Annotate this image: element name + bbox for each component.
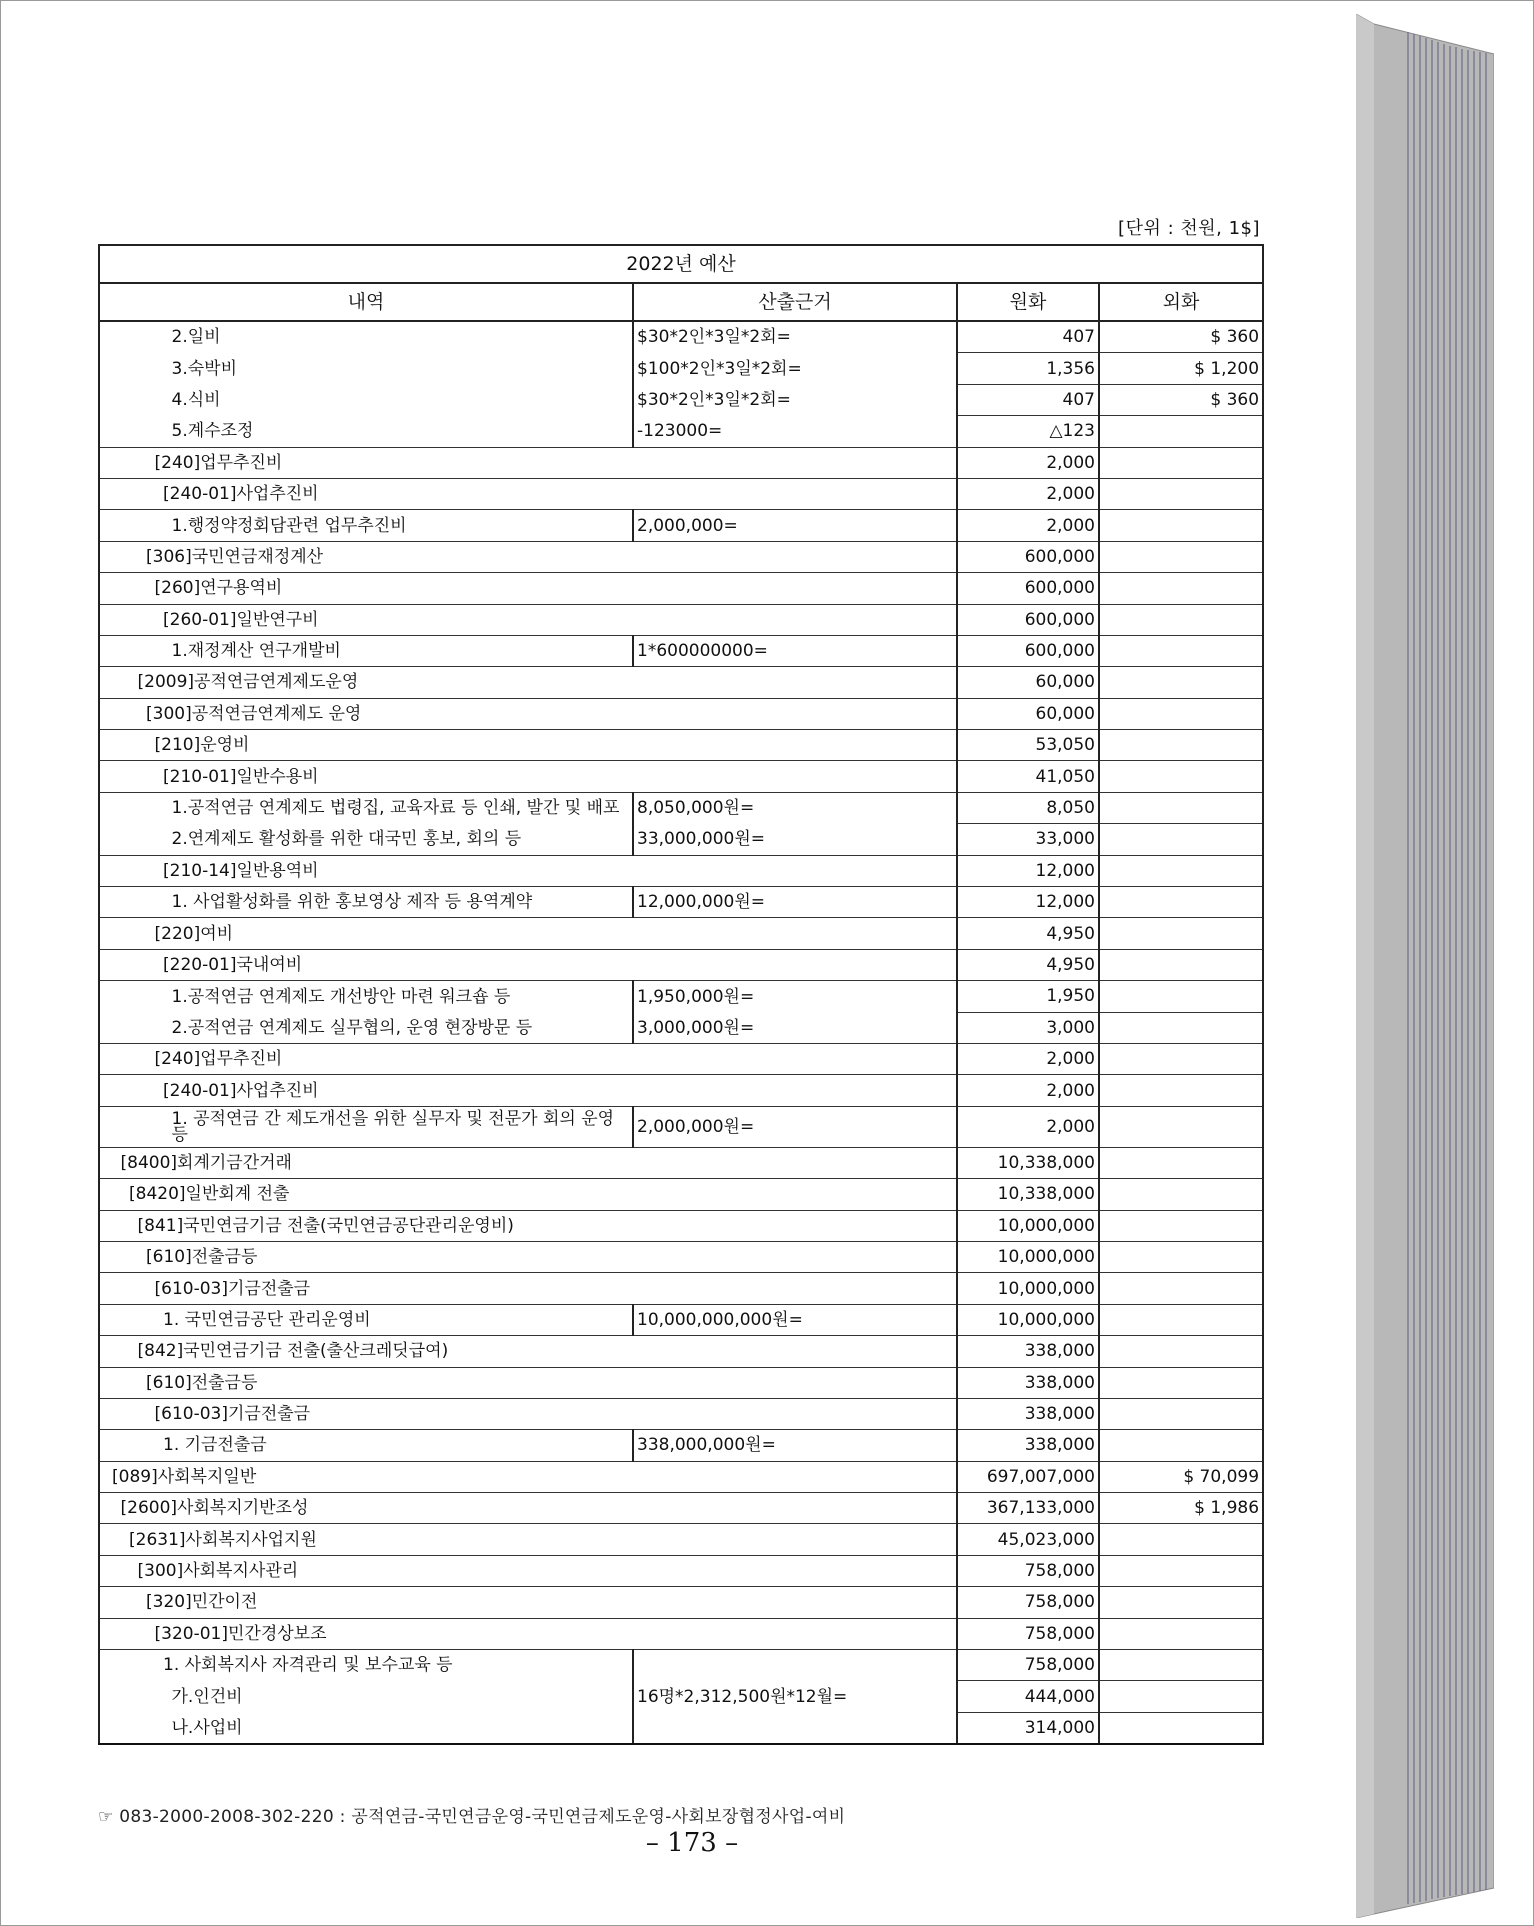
cell-fx: [1099, 1681, 1263, 1712]
cell-amount: 4,950: [957, 949, 1099, 980]
cell-amount: 12,000: [957, 855, 1099, 886]
table-row: [99, 1493, 1263, 1524]
cell-desc: 1. 국민연금공단 관리운영비: [99, 1304, 633, 1335]
table-row: [99, 1650, 1263, 1681]
cell-desc: [2600]사회복지기반조성: [99, 1493, 957, 1524]
header-amount: 원화: [957, 283, 1099, 321]
cell-amount: 3,000: [957, 1012, 1099, 1043]
table-title: 2022년 예산: [99, 245, 1263, 283]
table-row: [99, 667, 1263, 698]
table-row: [99, 824, 1263, 855]
cell-amount: 8,050: [957, 792, 1099, 823]
table-row: [99, 1618, 1263, 1649]
table-row: [99, 1555, 1263, 1586]
cell-desc: [240-01]사업추진비: [99, 478, 957, 509]
cell-desc: [260]연구용역비: [99, 573, 957, 604]
cell-fx: $ 360: [1099, 384, 1263, 415]
cell-basis: $100*2인*3일*2회=: [633, 353, 957, 384]
cell-fx: [1099, 1210, 1263, 1241]
cell-fx: [1099, 1241, 1263, 1272]
cell-desc: 1.재정계산 연구개발비: [99, 635, 633, 666]
cell-fx: $ 1,200: [1099, 353, 1263, 384]
table-row: [99, 761, 1263, 792]
cell-amount: 2,000: [957, 478, 1099, 509]
table-row: [99, 1043, 1263, 1074]
cell-amount: 2,000: [957, 1043, 1099, 1074]
cell-desc: 나.사업비: [99, 1712, 633, 1744]
footnote: ☞ 083-2000-2008-302-220 : 공적연금-국민연금운영-국민연금제도운영-사회보장협정사업-여비: [98, 1807, 846, 1827]
cell-amount: 2,000: [957, 1106, 1099, 1147]
cell-amount: 45,023,000: [957, 1524, 1099, 1555]
cell-fx: [1099, 604, 1263, 635]
cell-basis: 10,000,000,000원=: [633, 1304, 957, 1335]
cell-basis: 33,000,000원=: [633, 824, 957, 855]
cell-amount: 758,000: [957, 1555, 1099, 1586]
cell-fx: [1099, 855, 1263, 886]
cell-fx: [1099, 667, 1263, 698]
cell-amount: 41,050: [957, 761, 1099, 792]
cell-fx: [1099, 541, 1263, 572]
table-row: [99, 1681, 1263, 1712]
cell-fx: [1099, 824, 1263, 855]
cell-desc: [8420]일반회계 전출: [99, 1179, 957, 1210]
header-fx: 외화: [1099, 283, 1263, 321]
cell-fx: $ 70,099: [1099, 1461, 1263, 1492]
table-body: [99, 321, 1263, 1744]
cell-amount: 338,000: [957, 1336, 1099, 1367]
cell-amount: 758,000: [957, 1650, 1099, 1681]
cell-basis: [633, 1712, 957, 1744]
cell-desc: [300]사회복지사관리: [99, 1555, 957, 1586]
cell-desc: 1. 기금전출금: [99, 1430, 633, 1461]
cell-fx: [1099, 1075, 1263, 1106]
cell-desc: [089]사회복지일반: [99, 1461, 957, 1492]
cell-desc: [320-01]민간경상보조: [99, 1618, 957, 1649]
cell-fx: [1099, 510, 1263, 541]
table-row: [99, 416, 1263, 447]
table-row: [99, 1012, 1263, 1043]
cell-amount: 407: [957, 384, 1099, 415]
cell-basis: 12,000,000원=: [633, 887, 957, 918]
cell-desc: [300]공적연금연계제도 운영: [99, 698, 957, 729]
cell-basis: -123000=: [633, 416, 957, 447]
cell-desc: 2.연계제도 활성화를 위한 대국민 홍보, 회의 등: [99, 824, 633, 855]
table-row: [99, 730, 1263, 761]
cell-amount: 4,950: [957, 918, 1099, 949]
cell-desc: 5.계수조정: [99, 416, 633, 447]
table-row: [99, 698, 1263, 729]
cell-fx: [1099, 1273, 1263, 1304]
cell-fx: $ 360: [1099, 321, 1263, 353]
cell-amount: 338,000: [957, 1430, 1099, 1461]
table-row: [99, 981, 1263, 1012]
cell-basis: 1,950,000원=: [633, 981, 957, 1012]
table-row: [99, 1336, 1263, 1367]
cell-basis: 2,000,000원=: [633, 1106, 957, 1147]
cell-amount: 10,000,000: [957, 1210, 1099, 1241]
cell-amount: 60,000: [957, 698, 1099, 729]
cell-basis: 16명*2,312,500원*12월=: [633, 1681, 957, 1712]
cell-amount: 758,000: [957, 1587, 1099, 1618]
cell-amount: 2,000: [957, 447, 1099, 478]
cell-amount: 60,000: [957, 667, 1099, 698]
cell-fx: [1099, 1618, 1263, 1649]
cell-fx: [1099, 1587, 1263, 1618]
table-row: [99, 1147, 1263, 1178]
cell-desc: 3.숙박비: [99, 353, 633, 384]
cell-basis: $30*2인*3일*2회=: [633, 321, 957, 353]
table-row: [99, 510, 1263, 541]
cell-amount: 314,000: [957, 1712, 1099, 1744]
cell-fx: [1099, 887, 1263, 918]
cell-amount: 33,000: [957, 824, 1099, 855]
table-row: [99, 478, 1263, 509]
cell-desc: [240-01]사업추진비: [99, 1075, 957, 1106]
cell-desc: [240]업무추진비: [99, 1043, 957, 1074]
cell-fx: [1099, 1398, 1263, 1429]
table-row: [99, 1524, 1263, 1555]
header-basis: 산출근거: [633, 283, 957, 321]
cell-fx: [1099, 478, 1263, 509]
table-row: [99, 573, 1263, 604]
cell-desc: 1.공적연금 연계제도 개선방안 마련 워크숍 등: [99, 981, 633, 1012]
cell-desc: 4.식비: [99, 384, 633, 415]
cell-fx: [1099, 949, 1263, 980]
table-row: [99, 1179, 1263, 1210]
book-page-edges: [1356, 14, 1494, 1918]
cell-desc: [220-01]국내여비: [99, 949, 957, 980]
cell-desc: [842]국민연금기금 전출(출산크레딧급여): [99, 1336, 957, 1367]
table-row: [99, 1461, 1263, 1492]
table-row: [99, 855, 1263, 886]
cell-fx: $ 1,986: [1099, 1493, 1263, 1524]
cell-basis: 1*600000000=: [633, 635, 957, 666]
cell-fx: [1099, 1712, 1263, 1744]
cell-amount: 10,338,000: [957, 1179, 1099, 1210]
table-row: [99, 792, 1263, 823]
cell-amount: 10,000,000: [957, 1304, 1099, 1335]
cell-amount: 2,000: [957, 1075, 1099, 1106]
cell-desc: [841]국민연금기금 전출(국민연금공단관리운영비): [99, 1210, 957, 1241]
table-row: [99, 635, 1263, 666]
cell-desc: 가.인건비: [99, 1681, 633, 1712]
cell-fx: [1099, 792, 1263, 823]
cell-amount: 407: [957, 321, 1099, 353]
table-row: [99, 1304, 1263, 1335]
cell-desc: 1. 사업활성화를 위한 홍보영상 제작 등 용역계약: [99, 887, 633, 918]
document-page: [2, 2, 1356, 1922]
cell-fx: [1099, 573, 1263, 604]
table-row: [99, 918, 1263, 949]
cell-amount: 338,000: [957, 1367, 1099, 1398]
cell-basis: 8,050,000원=: [633, 792, 957, 823]
cell-desc: 2.일비: [99, 321, 633, 353]
cell-fx: [1099, 1179, 1263, 1210]
cell-fx: [1099, 416, 1263, 447]
table-row: [99, 321, 1263, 353]
cell-fx: [1099, 1336, 1263, 1367]
cell-fx: [1099, 981, 1263, 1012]
cell-amount: 10,000,000: [957, 1241, 1099, 1272]
unit-label: [단위 : 천원, 1$]: [1118, 218, 1260, 239]
cell-amount: 758,000: [957, 1618, 1099, 1649]
cell-desc: 1.행정약정회담관련 업무추진비: [99, 510, 633, 541]
cell-desc: [306]국민연금재정계산: [99, 541, 957, 572]
cell-desc: [2631]사회복지사업지원: [99, 1524, 957, 1555]
cell-desc: [240]업무추진비: [99, 447, 957, 478]
cell-amount: 444,000: [957, 1681, 1099, 1712]
cell-fx: [1099, 1650, 1263, 1681]
cell-amount: 338,000: [957, 1398, 1099, 1429]
cell-amount: 1,356: [957, 353, 1099, 384]
cell-basis: 338,000,000원=: [633, 1430, 957, 1461]
table-row: [99, 384, 1263, 415]
budget-table: [98, 244, 1264, 1745]
table-row: [99, 1106, 1263, 1147]
table-row: [99, 353, 1263, 384]
cell-fx: [1099, 698, 1263, 729]
table-row: [99, 1210, 1263, 1241]
cell-desc: [210-14]일반용역비: [99, 855, 957, 886]
cell-desc: [8400]회계기금간거래: [99, 1147, 957, 1178]
table-row: [99, 447, 1263, 478]
table-row: [99, 1273, 1263, 1304]
cell-fx: [1099, 1304, 1263, 1335]
cell-amount: 10,000,000: [957, 1273, 1099, 1304]
table-row: [99, 1712, 1263, 1744]
cell-fx: [1099, 1367, 1263, 1398]
cell-amount: 600,000: [957, 604, 1099, 635]
cell-amount: 1,950: [957, 981, 1099, 1012]
cell-fx: [1099, 1524, 1263, 1555]
cell-amount: 53,050: [957, 730, 1099, 761]
table-row: [99, 1587, 1263, 1618]
table-row: [99, 1241, 1263, 1272]
table-row: [99, 949, 1263, 980]
cell-fx: [1099, 1430, 1263, 1461]
cell-fx: [1099, 1043, 1263, 1074]
table-row: [99, 1398, 1263, 1429]
cell-fx: [1099, 761, 1263, 792]
cell-fx: [1099, 918, 1263, 949]
cell-desc: [320]민간이전: [99, 1587, 957, 1618]
cell-amount: 10,338,000: [957, 1147, 1099, 1178]
cell-desc: [610-03]기금전출금: [99, 1273, 957, 1304]
cell-fx: [1099, 635, 1263, 666]
cell-fx: [1099, 447, 1263, 478]
table-row: [99, 604, 1263, 635]
cell-amount: 2,000: [957, 510, 1099, 541]
cell-basis: [633, 1650, 957, 1681]
cell-amount: △123: [957, 416, 1099, 447]
cell-amount: 600,000: [957, 573, 1099, 604]
table-row: [99, 1367, 1263, 1398]
cell-fx: [1099, 1555, 1263, 1586]
cell-basis: $30*2인*3일*2회=: [633, 384, 957, 415]
cell-desc: [210]운영비: [99, 730, 957, 761]
cell-fx: [1099, 730, 1263, 761]
cell-desc: 1. 사회복지사 자격관리 및 보수교육 등: [99, 1650, 633, 1681]
page-number: – 173 –: [645, 1828, 739, 1858]
cell-desc: [610]전출금등: [99, 1241, 957, 1272]
cell-desc: [220]여비: [99, 918, 957, 949]
cell-amount: 367,133,000: [957, 1493, 1099, 1524]
cell-desc: 2.공적연금 연계제도 실무협의, 운영 현장방문 등: [99, 1012, 633, 1043]
cell-desc: [2009]공적연금연계제도운영: [99, 667, 957, 698]
cell-amount: 600,000: [957, 635, 1099, 666]
cell-basis: 3,000,000원=: [633, 1012, 957, 1043]
cell-amount: 12,000: [957, 887, 1099, 918]
table-row: [99, 541, 1263, 572]
table-row: [99, 1075, 1263, 1106]
cell-desc: [610-03]기금전출금: [99, 1398, 957, 1429]
cell-desc: [260-01]일반연구비: [99, 604, 957, 635]
header-desc: 내역: [99, 283, 633, 321]
cell-amount: 600,000: [957, 541, 1099, 572]
cell-fx: [1099, 1147, 1263, 1178]
cell-desc: [210-01]일반수용비: [99, 761, 957, 792]
cell-basis: 2,000,000=: [633, 510, 957, 541]
cell-desc: 1.공적연금 연계제도 법령집, 교육자료 등 인쇄, 발간 및 배포: [99, 792, 633, 823]
table-row: [99, 887, 1263, 918]
cell-fx: [1099, 1106, 1263, 1147]
cell-desc: 1. 공적연금 간 제도개선을 위한 실무자 및 전문가 회의 운영 등: [99, 1106, 633, 1147]
cell-fx: [1099, 1012, 1263, 1043]
table-row: [99, 1430, 1263, 1461]
cell-amount: 697,007,000: [957, 1461, 1099, 1492]
cell-desc: [610]전출금등: [99, 1367, 957, 1398]
